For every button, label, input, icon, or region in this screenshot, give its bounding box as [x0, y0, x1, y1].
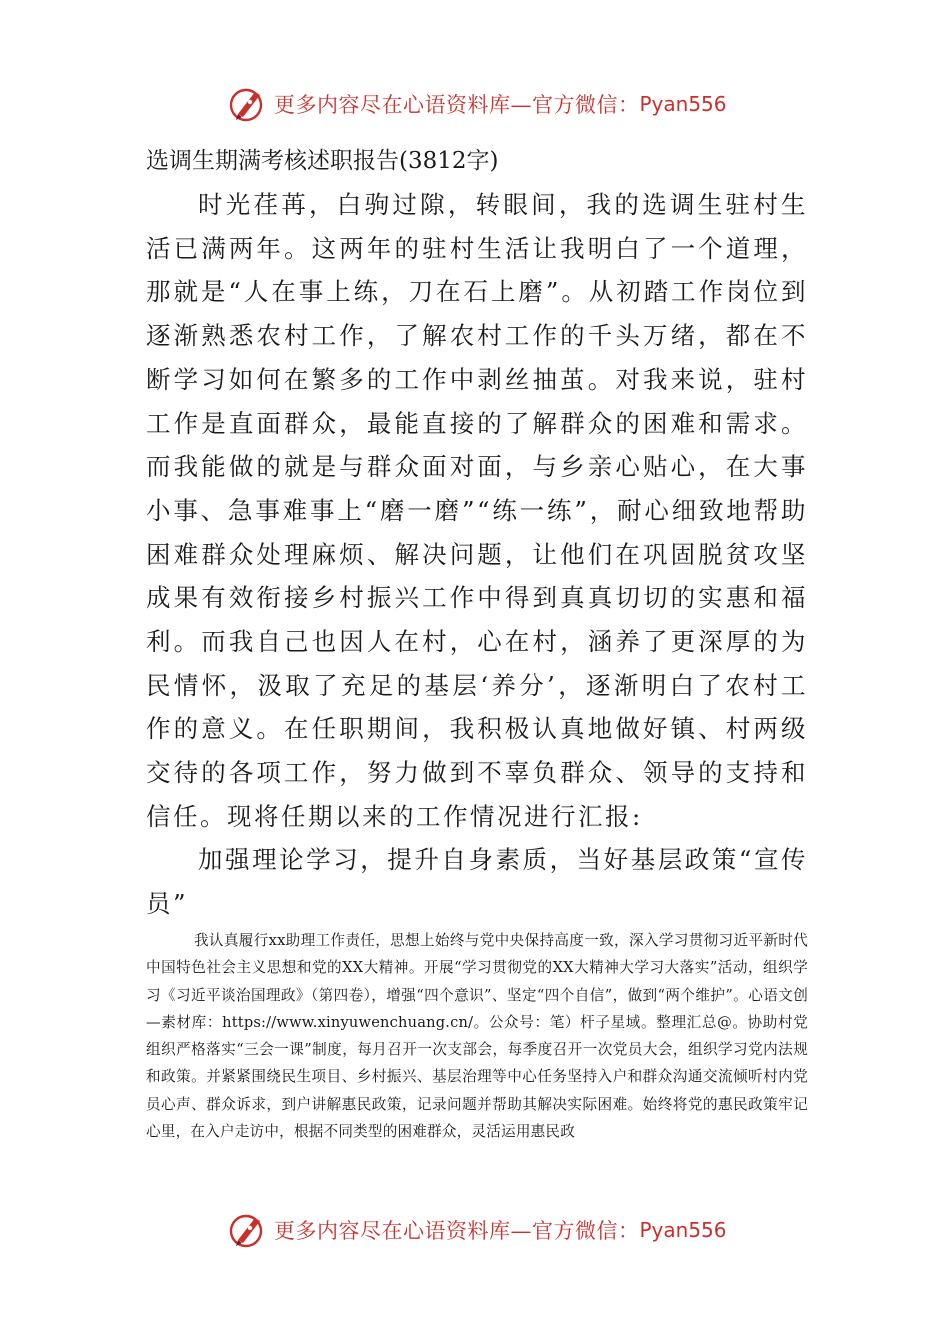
banner-text: 更多内容尽在心语资料库—官方微信：: [274, 93, 640, 117]
pen-circle-logo-icon: [228, 84, 268, 124]
banner-text: 更多内容尽在心语资料库—官方微信：: [274, 1219, 640, 1243]
footer-banner: [228, 1208, 748, 1252]
body-paragraph: 我认真履行xx助理工作责任，思想上始终与党中央保持高度一致，深入学习贯彻习近平新时代中国特色社会主义思想和党的XX大精神。开展“学习贯彻党的XX大精神大学习大落实”活动，组织学习《习近平谈治国理政》（第四卷），增强“四个意识”、坚定“四个自信”，做到“两个维护”。心语文创—素材库：https://www.xinyuwenchuang.cn/。公众号：笔）杆子星域。整理汇总@。协助村党组织严格落实“三会一课”制度，每月召开一次支部会，每季度召开一次党员大会，组织学习党内法规和政策。并紧紧围绕民生项目、乡村振兴、基层治理等中心任务坚持入户和群众沟通交流倾听村内党员心声、群众诉求，到户讲解惠民政策，记录问题并帮助其解决实际困难。始终将党的惠民政策牢记心里，在入户走访中，根据不同类型的困难群众，灵活运用惠民政: [146, 932, 808, 1141]
intro-paragraph: 时光荏苒，白驹过隙，转眼间，我的选调生驻村生活已满两年。这两年的驻村生活让我明白了一个道理，那就是“人在事上练，刀在石上磨”。从初踏工作岗位到逐渐熟悉农村工作，了解农村工作的千头万绪，都在不断学习如何在繁多的工作中剥丝抽茧。对我来说，驻村工作是直面群众，最能直接的了解群众的困难和需求。而我能做的就是与群众面对面，与乡亲心贴心，在大事小事、急事难事上“磨一磨”“练一练”，耐心细致地帮助困难群众处理麻烦、解决问题，让他们在巩固脱贫攻坚成果有效衔接乡村振兴工作中得到真真切切的实惠和福利。而我自己也因人在村，心在村，涵养了更深厚的为民情怀，汲取了充足的基层‘养分’，逐渐明白了农村工作的意义。在任职期间，我积极认真地做好镇、村两级交待的各项工作，努力做到不辜负群众、领导的支持和信任。现将任期以来的工作情况进行汇报:: [146, 190, 808, 831]
banner-wechat-id: Pyan556: [639, 1218, 727, 1242]
pen-circle-logo-icon: [228, 1210, 268, 1250]
document-title: 选调生期满考核述职报告(3812字): [146, 148, 499, 174]
header-banner: [228, 82, 748, 126]
section-heading: 加强理论学习，提升自身素质，当好基层政策“宣传员”: [146, 845, 808, 918]
banner-wechat-id: Pyan556: [639, 92, 727, 116]
